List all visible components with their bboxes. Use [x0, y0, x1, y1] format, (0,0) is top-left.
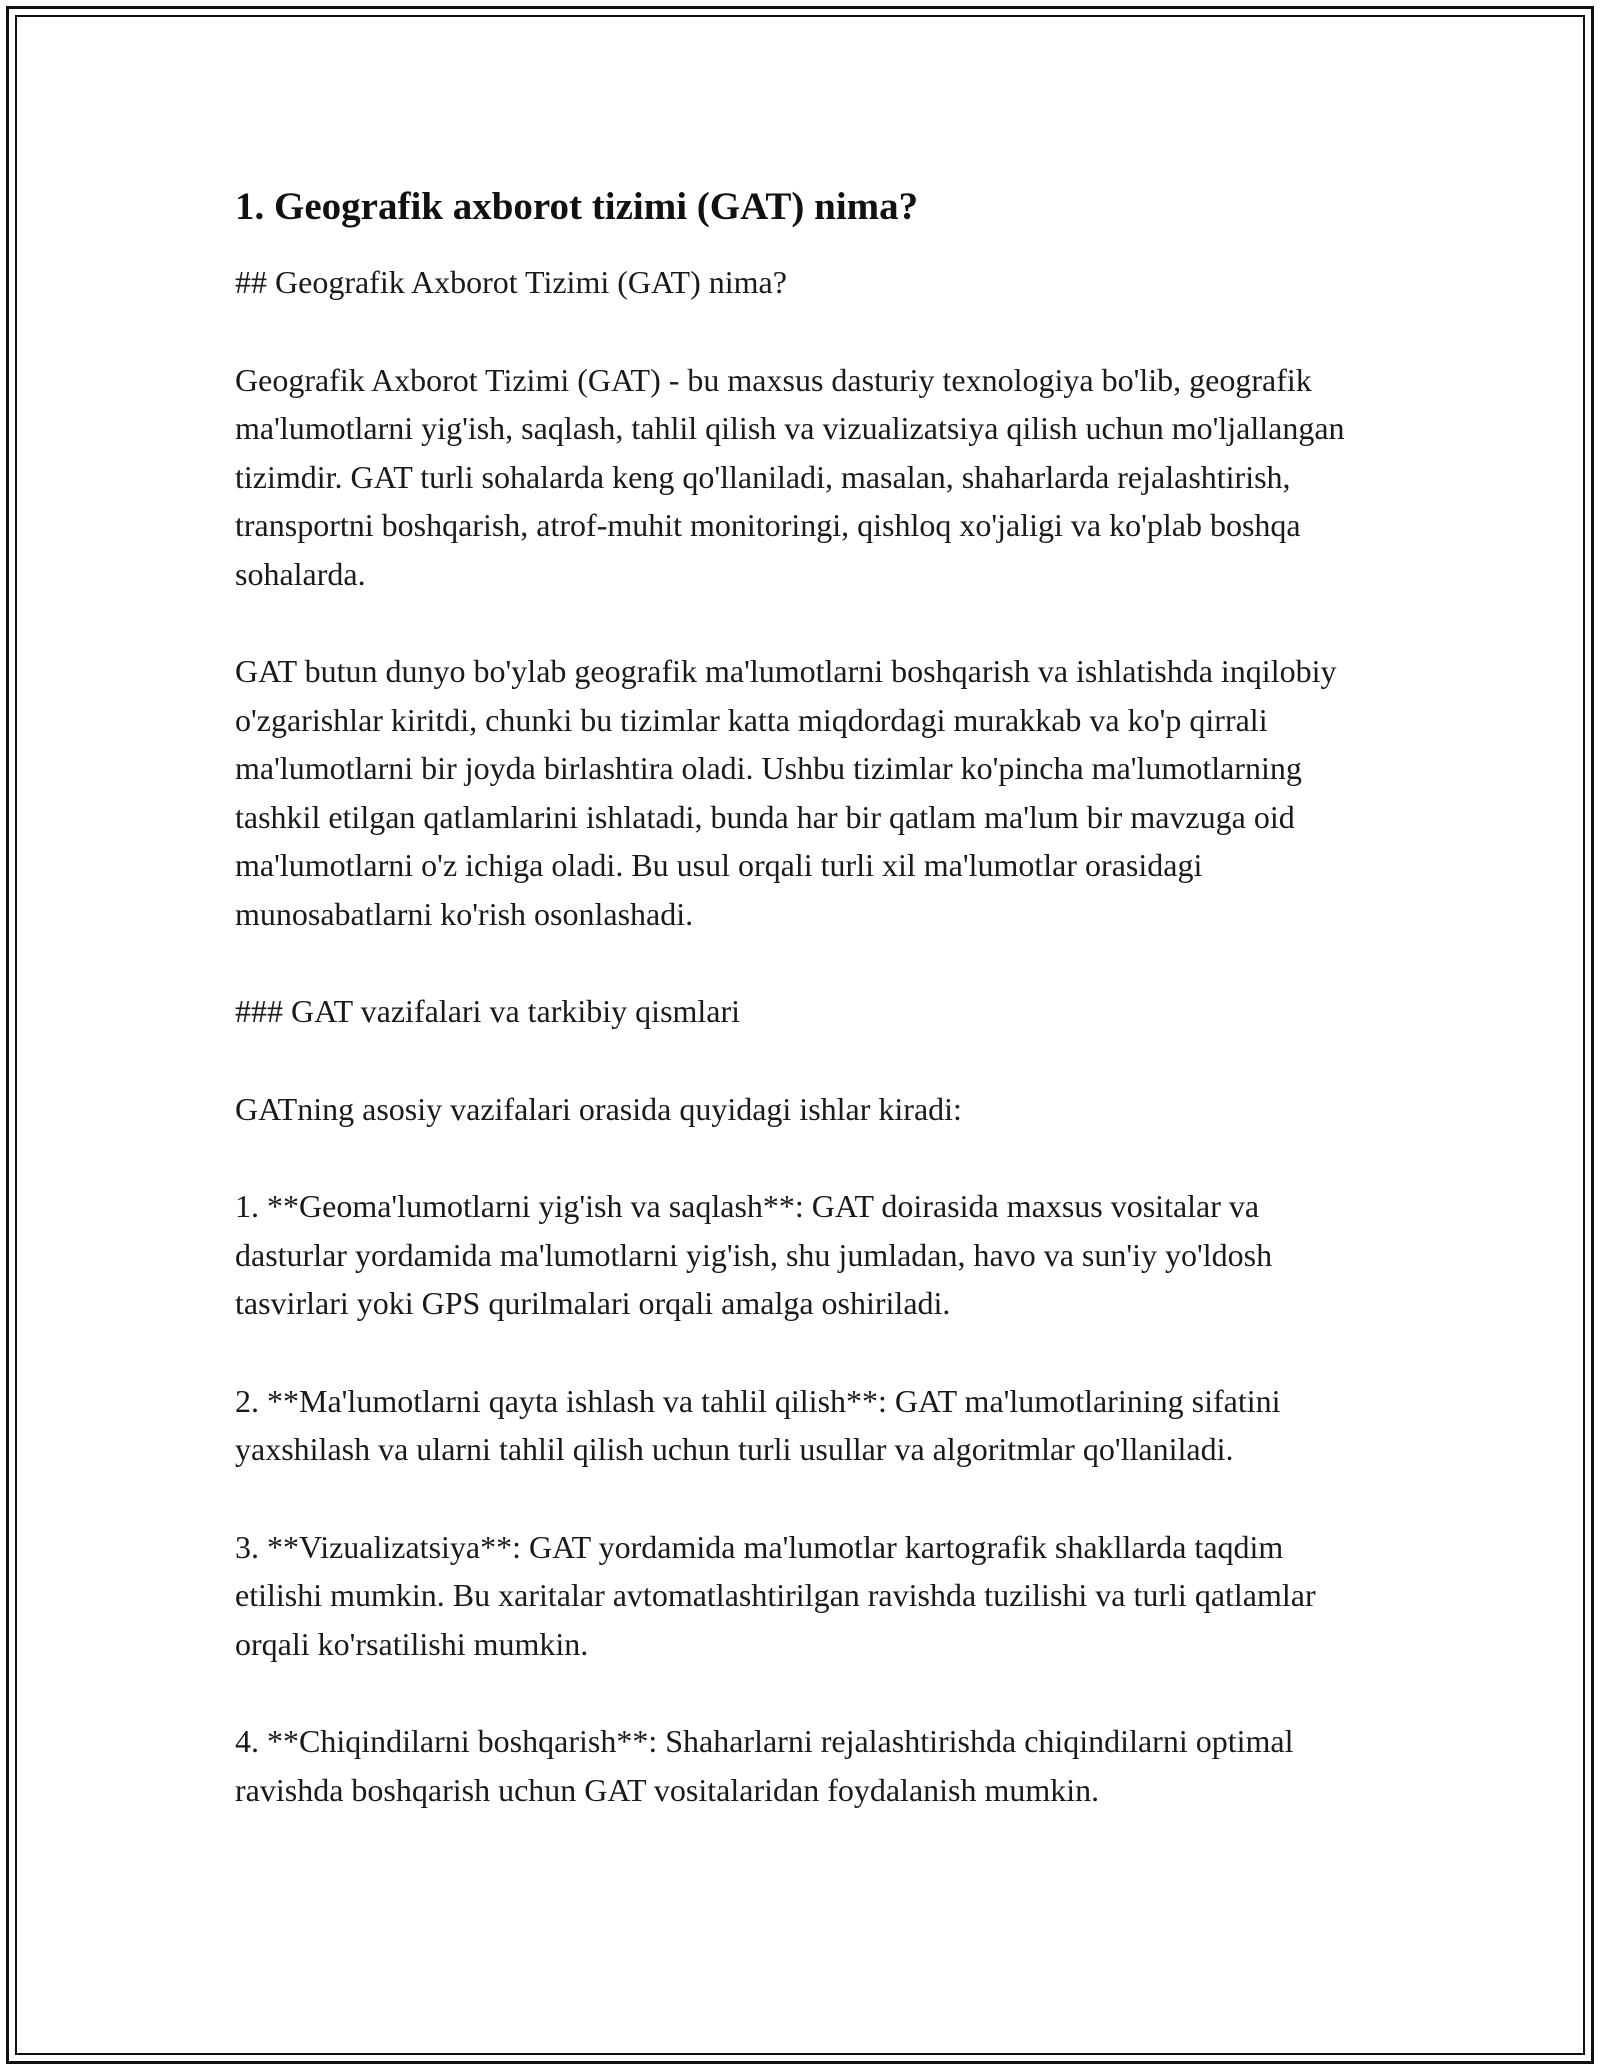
paragraph-definition: Geografik Axborot Tizimi (GAT) - bu maxsus dasturiy texnologiya bo'lib, geografik ma'lumotlarni yig'ish, saqlash, tahlil qilish va vizualizatsiya qilish uchun mo'ljallangan tizimdir. GAT turli sohalarda keng qo'llaniladi, masalan, shaharlarda rejalashtirish, transportni boshqarish, atrof-muhit monitoringi, qishloq xo'jaligi va ko'plab boshqa sohalarda.	[235, 361, 1345, 592]
list-item-1: 1. **Geoma'lumotlarni yig'ish va saqlash**: GAT doirasida maxsus vositalar va dasturlar yordamida ma'lumotlarni yig'ish, shu jumladan, havo va sun'iy yo'ldosh tasvirlari yoki GPS qurilmalari orqali amalga oshiriladi.	[235, 1188, 1273, 1321]
list-item-3: 3. **Vizualizatsiya**: GAT yordamida ma'lumotlar kartografik shakllarda taqdim etilishi mumkin. Bu xaritalar avtomatlashtirilgan ravishda tuzilishi va turli qatlamlar orqali ko'rsatilishi mumkin.	[235, 1528, 1316, 1662]
paragraph-impact: GAT butun dunyo bo'ylab geografik ma'lumotlarni boshqarish va ishlatishda inqilobiy o'zgarishlar kiritdi, chunki bu tizimlar katta miqdordagi murakkab va ko'p qirrali ma'lumotlarni bir joyda birlashtira oladi. Ushbu tizimlar ko'pincha ma'lumotlarning tashkil etilgan qatlamlarini ishlatadi, bunda har bir qatlam ma'lum bir mavzuga oid ma'lumotlarni o'z ichiga oladi. Bu usul orqali turli xil ma'lumotlar orasidagi munosabatlarni ko'rish osonlashadi.	[235, 653, 1337, 932]
document-body	[235, 182, 1375, 1863]
heading-markdown-h3: ### GAT vazifalari va tarkibiy qismlari	[235, 993, 741, 1029]
heading-markdown-h2: ## Geografik Axborot Tizimi (GAT) nima?	[235, 264, 787, 300]
document-title: 1. Geografik axborot tizimi (GAT) nima?	[235, 185, 919, 228]
list-item-2: 2. **Ma'lumotlarni qayta ishlash va tahlil qilish**: GAT ma'lumotlarining sifatini yaxshilash va ularni tahlil qilish uchun turli usullar va algoritmlar qo'llaniladi.	[235, 1382, 1281, 1467]
list-item-4: 4. **Chiqindilarni boshqarish**: Shaharlarni rejalashtirishda chiqindilarni optimal ravishda boshqarish uchun GAT vositalaridan foydalanish mumkin.	[235, 1723, 1294, 1808]
paragraph-tasks-intro: GATning asosiy vazifalari orasida quyidagi ishlar kiradi:	[235, 1090, 962, 1127]
